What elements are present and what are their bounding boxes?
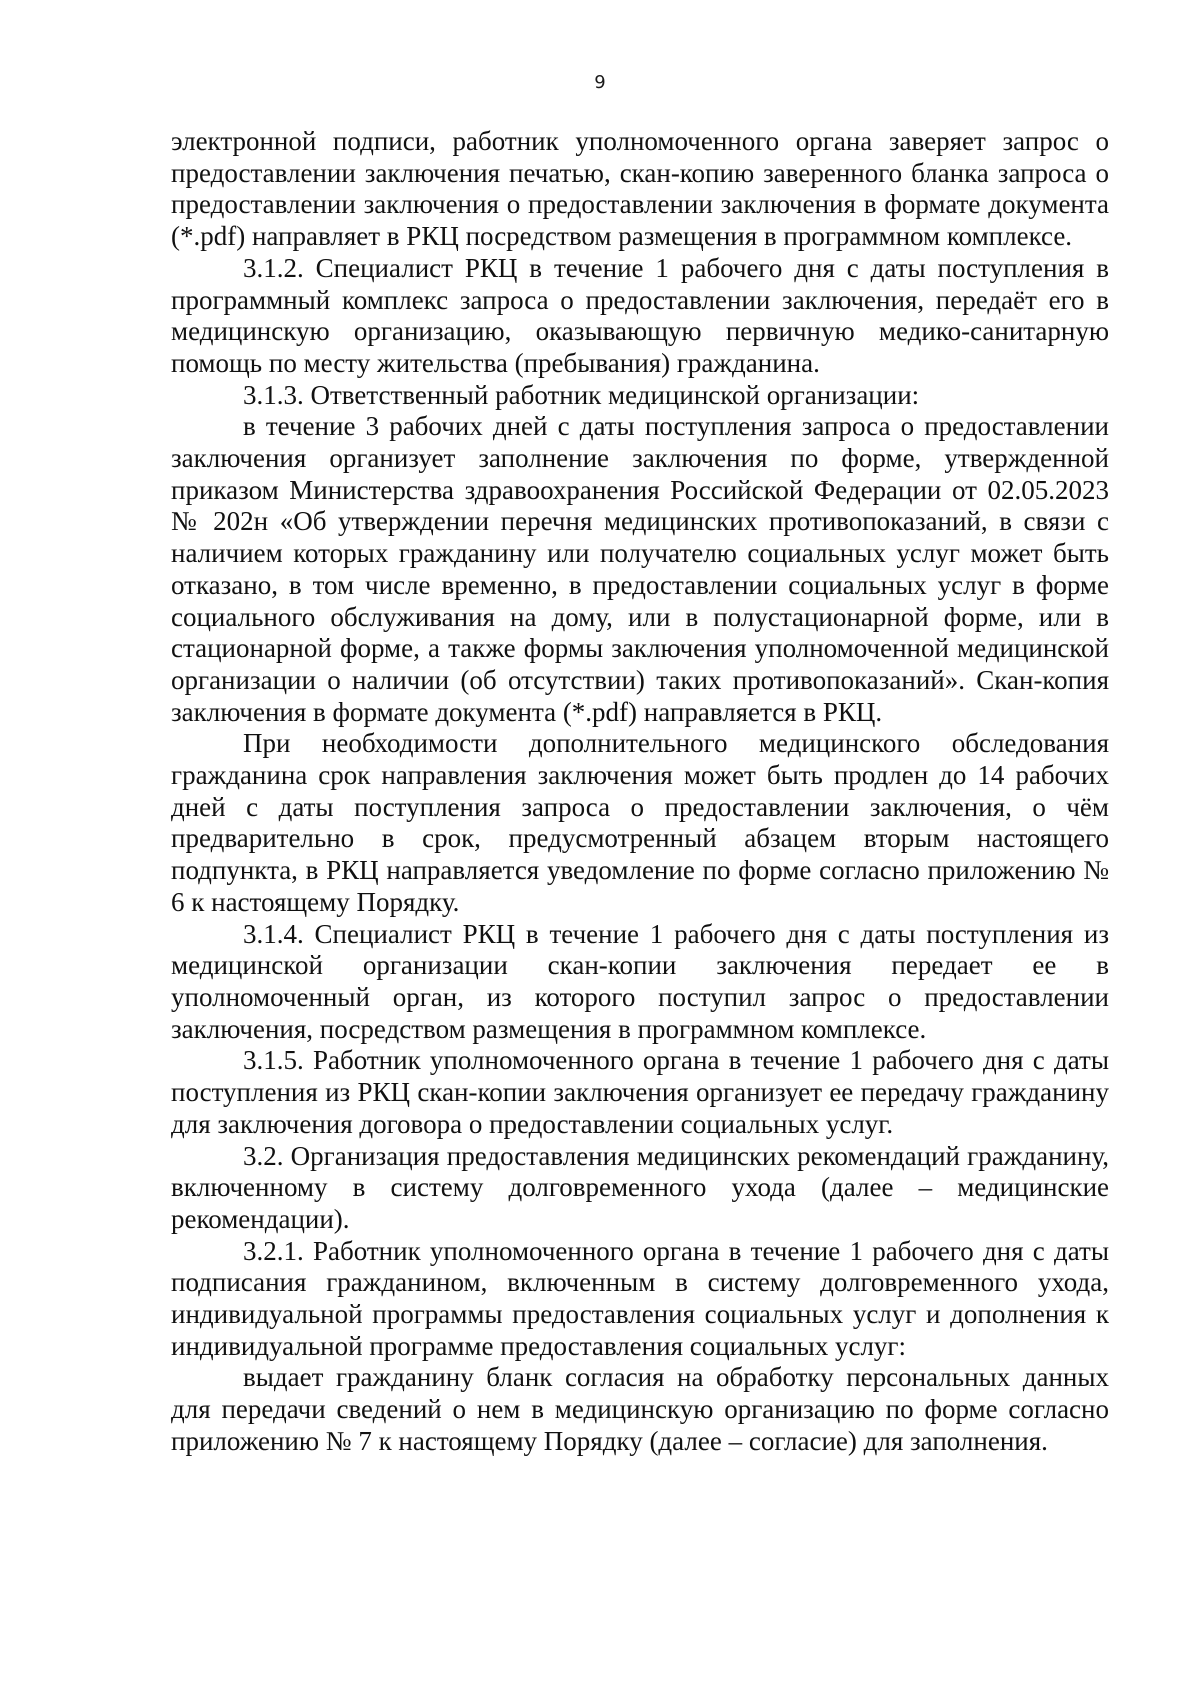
paragraph-continuation: электронной подписи, работник уполномоченного органа заверяет запрос о предоставлении заключения печатью, скан-копию заверенного бланка запроса о предоставлении заключения о предоставлении заключения в формате документа (*.pdf) направляет в РКЦ посредством размещения в программном комплексе.: [171, 126, 1109, 252]
paragraph-3-1-4: 3.1.4. Специалист РКЦ в течение 1 рабочего дня с даты поступления из медицинской организации скан-копии заключения передает ее в уполномоченный орган, из которого поступил запрос о предоставлении заключения, посредством размещения в программном комплексе.: [171, 918, 1109, 1044]
paragraph-3-2-1-body: выдает гражданину бланк согласия на обработку персональных данных для передачи сведений о нем в медицинскую организацию по форме согласно приложению № 7 к настоящему Порядку (далее – согласие) для заполнения.: [171, 1362, 1109, 1456]
page-number: 9: [594, 72, 606, 93]
paragraph-3-2-1: 3.2.1. Работник уполномоченного органа в течение 1 рабочего дня с даты подписания гражданином, включенным в систему долговременного ухода, индивидуальной программы предоставления социальных услуг и дополнения к индивидуальной программе предоставления социальных услуг:: [171, 1235, 1109, 1361]
paragraph-3-1-3: 3.1.3. Ответственный работник медицинской организации:: [243, 379, 920, 410]
paragraph-extension: При необходимости дополнительного медицинского обследования гражданина срок направления заключения может быть продлен до 14 рабочих дней с даты поступления запроса о предоставлении заключения, о чём предварительно в срок, предусмотренный абзацем вторым настоящего подпункта, в РКЦ направляется уведомление по форме согласно приложению № 6 к настоящему Порядку.: [171, 728, 1109, 917]
document-body: [171, 126, 1109, 1458]
paragraph-3-1-3-body: в течение 3 рабочих дней с даты поступления запроса о предоставлении заключения организует заполнение заключения по форме, утвержденной приказом Министерства здравоохранения Российской Федерации от 02.05.2023 № 202н «Об утверждении перечня медицинских противопоказаний, в связи с наличием которых гражданину или получателю социальных услуг может быть отказано, в том числе временно, в предоставлении социальных услуг в форме социального обслуживания на дому, или в полустационарной форме, или в стационарной форме, а также формы заключения уполномоченной медицинской организации о наличии (об отсутствии) таких противопоказаний». Скан-копия заключения в формате документа (*.pdf) направляется в РКЦ.: [171, 411, 1109, 727]
paragraph-3-1-2: 3.1.2. Специалист РКЦ в течение 1 рабочего дня с даты поступления в программный комплекс запроса о предоставлении заключения, передаёт его в медицинскую организацию, оказывающую первичную медико-санитарную помощь по месту жительства (пребывания) гражданина.: [171, 252, 1109, 378]
paragraph-3-2: 3.2. Организация предоставления медицинских рекомендаций гражданину, включенному в систему долговременного ухода (далее – медицинские рекомендации).: [171, 1140, 1109, 1234]
paragraph-3-1-5: 3.1.5. Работник уполномоченного органа в течение 1 рабочего дня с даты поступления из РКЦ скан-копии заключения организует ее передачу гражданину для заключения договора о предоставлении социальных услуг.: [171, 1045, 1109, 1139]
